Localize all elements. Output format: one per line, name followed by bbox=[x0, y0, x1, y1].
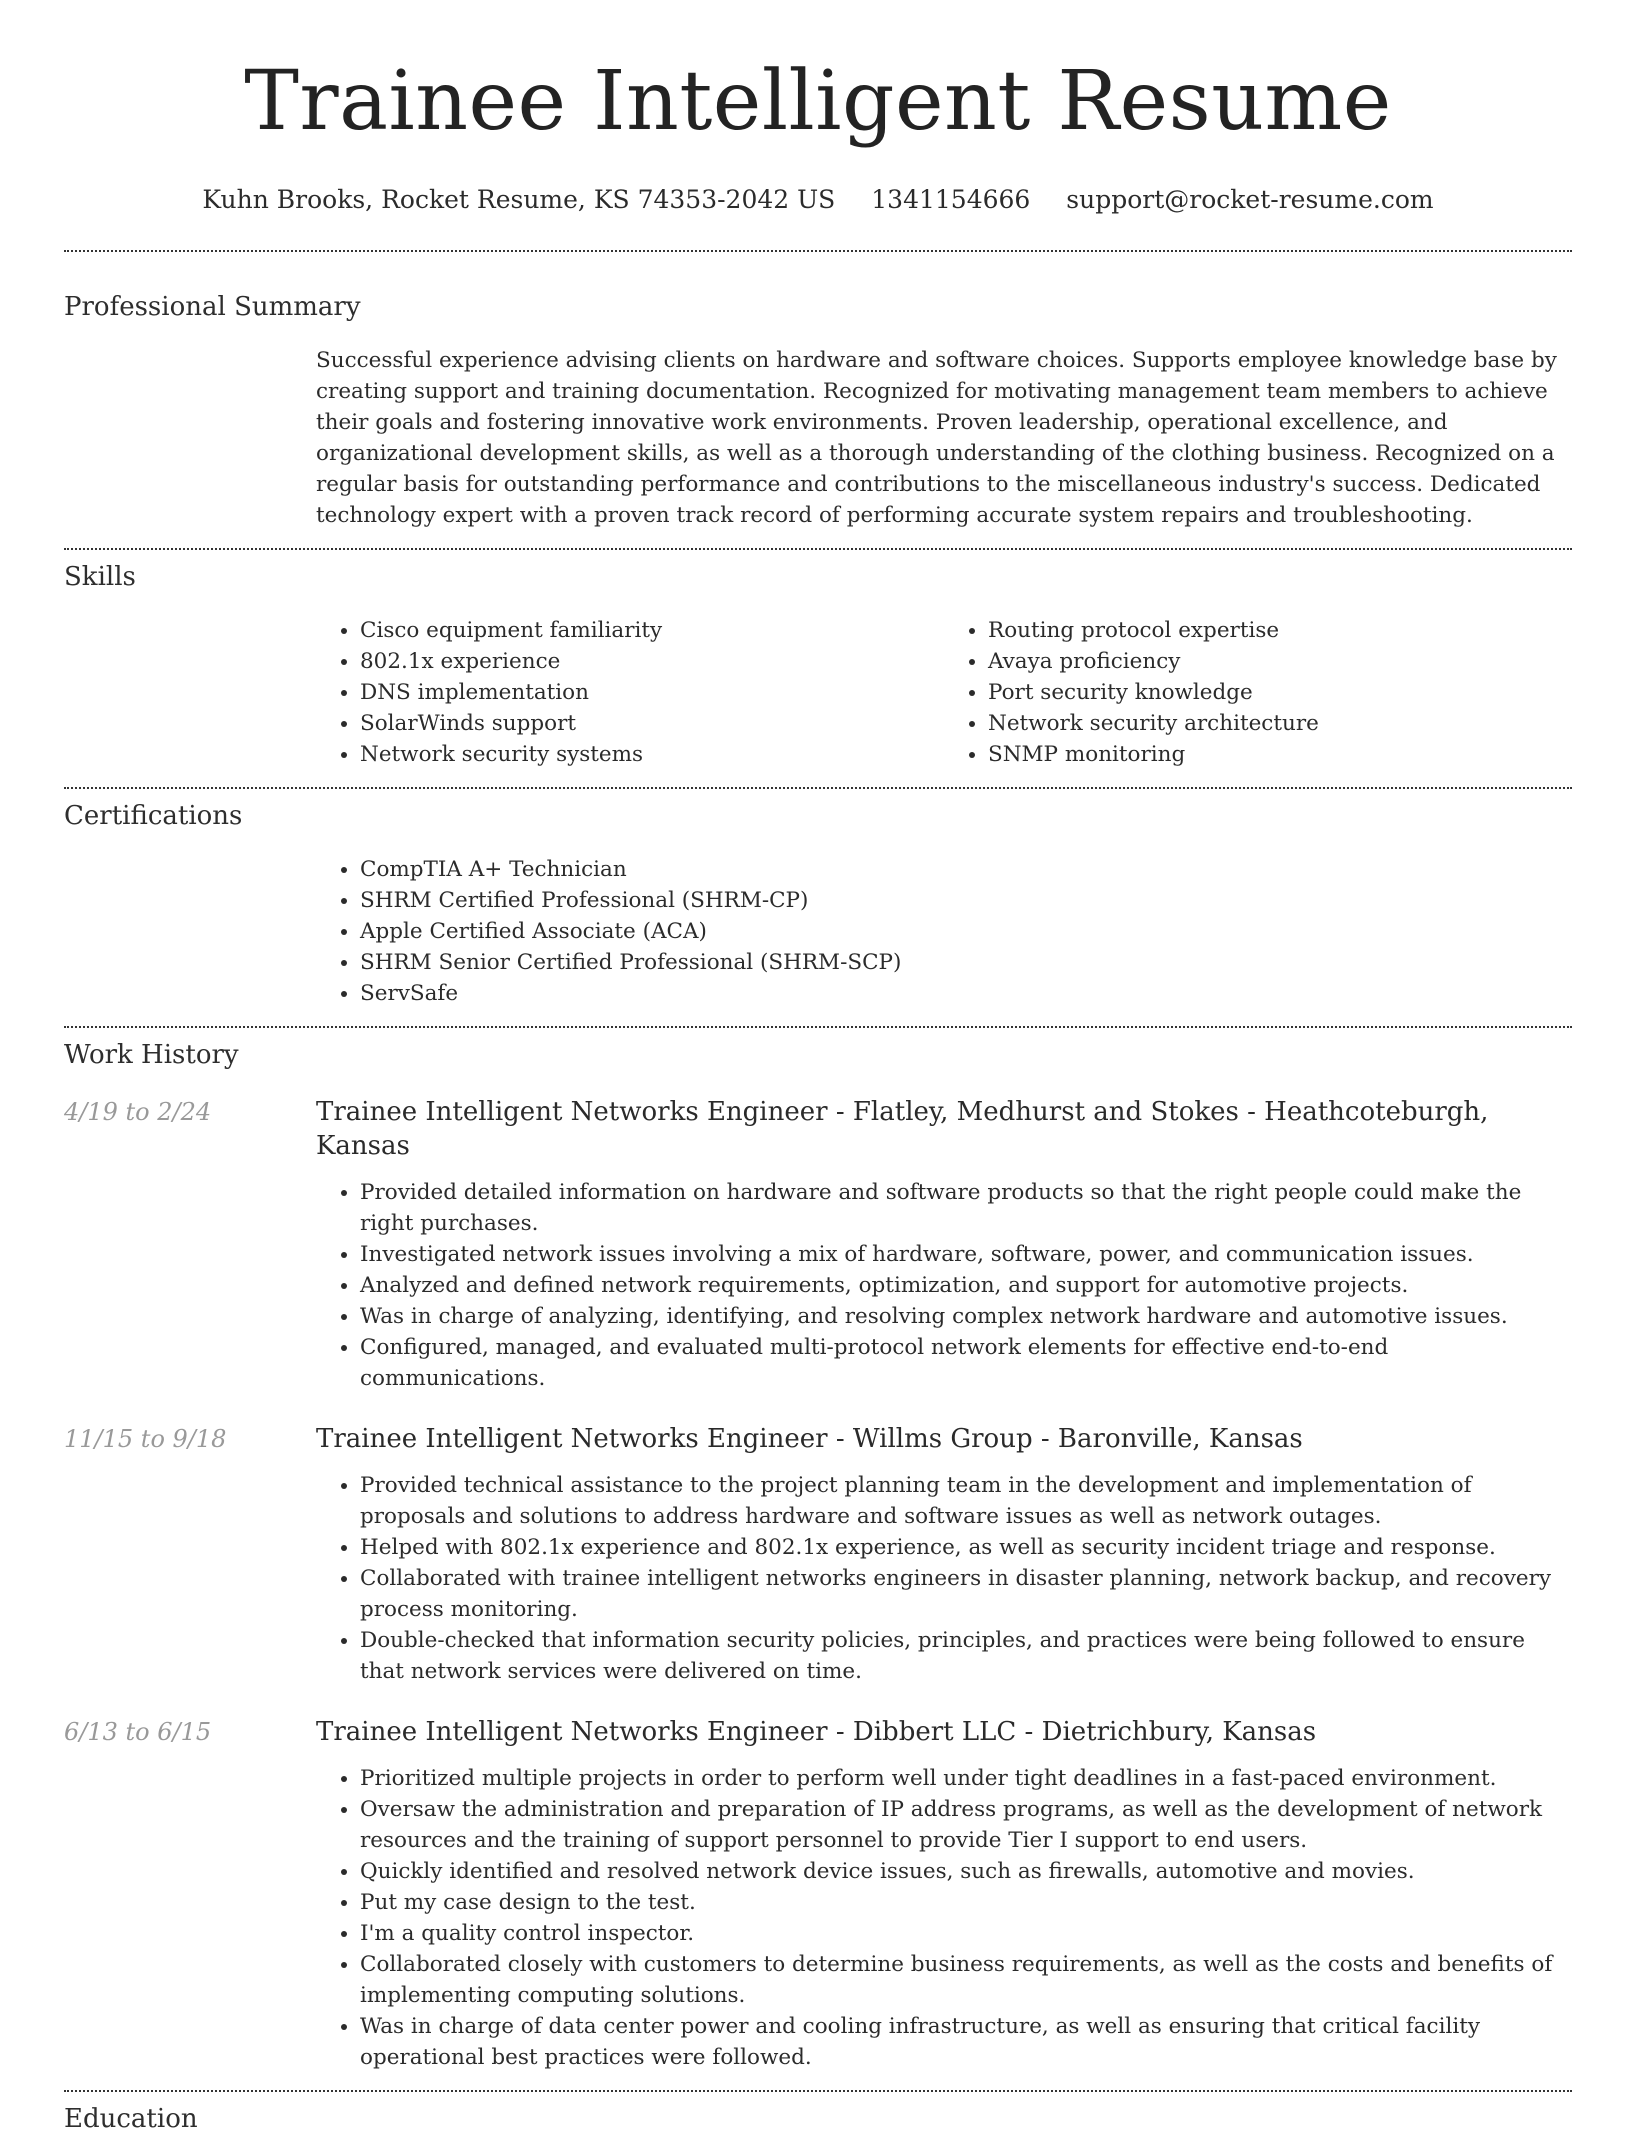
job-bullet: • Provided detailed information on hardware and software products so that the right people could make the right purchases. bbox=[360, 1177, 1572, 1239]
job-entry bbox=[64, 1715, 1572, 2073]
job-bullets bbox=[316, 1470, 1572, 1687]
job-bullet: • Configured, managed, and evaluated multi-protocol network elements for effective end-to-end communications. bbox=[360, 1332, 1572, 1394]
job-title: Trainee Intelligent Networks Engineer - Willms Group - Baronville, Kansas bbox=[316, 1424, 1303, 1454]
job-title: Trainee Intelligent Networks Engineer - Flatley, Medhurst and Stokes - Heathcoteburgh, Kansas bbox=[316, 1097, 1489, 1161]
job-bullet: • Quickly identified and resolved network device issues, such as firewalls, automotive and movies. bbox=[360, 1856, 1572, 1887]
skill-item: • Avaya proficiency bbox=[988, 646, 1572, 677]
job-bullet: • Analyzed and defined network requirements, optimization, and support for automotive projects. bbox=[360, 1270, 1572, 1301]
contact-line bbox=[64, 184, 1572, 216]
contact-address: Kuhn Brooks, Rocket Resume, KS 74353-2042 US bbox=[202, 185, 836, 214]
section-divider bbox=[64, 250, 1572, 252]
job-bullet: • Put my case design to the test. bbox=[360, 1887, 1572, 1918]
job-bullet: • Helped with 802.1x experience and 802.1x experience, as well as security incident triage and response. bbox=[360, 1532, 1572, 1563]
resume-page bbox=[64, 0, 1572, 2135]
certification-item: • Apple Certified Associate (ACA) bbox=[360, 916, 1572, 947]
skill-item: • Routing protocol expertise bbox=[988, 615, 1572, 646]
job-bullet: • Double-checked that information security policies, principles, and practices were being followed to ensure that network services were delivered on time. bbox=[360, 1625, 1572, 1687]
job-dates: 4/19 to 2/24 bbox=[64, 1098, 212, 1126]
job-entry bbox=[64, 1095, 1572, 1394]
job-bullet: • Was in charge of analyzing, identifying, and resolving complex network hardware and automotive issues. bbox=[360, 1301, 1572, 1332]
job-bullets bbox=[316, 1763, 1572, 2073]
certifications-section bbox=[64, 800, 1572, 1009]
job-bullet: • Collaborated closely with customers to determine business requirements, as well as the costs and benefits of implementing computing solutions. bbox=[360, 1949, 1572, 2011]
skill-item: • DNS implementation bbox=[360, 677, 944, 708]
certification-item: • CompTIA A+ Technician bbox=[360, 854, 1572, 885]
skill-item: • SNMP monitoring bbox=[988, 739, 1572, 770]
skill-item: • 802.1x experience bbox=[360, 646, 944, 677]
summary-text: Successful experience advising clients on hardware and software choices. Supports employee knowledge base by creating support and training documentation. Recognized for motivating management team members to achieve their goals and fostering innovative work environments. Proven leadership, operational excellence, and organizational development skills, as well as a thorough understanding of the clothing business. Recognized on a regular basis for outstanding performance and contributions to the miscellaneous industry's success. Dedicated technology expert with a proven track record of performing accurate system repairs and troubleshooting. bbox=[316, 348, 1557, 528]
skills-column-left bbox=[316, 615, 944, 770]
section-divider bbox=[64, 1026, 1572, 1028]
section-title-certifications: Certifications bbox=[64, 801, 243, 831]
job-bullet: • Was in charge of data center power and cooling infrastructure, as well as ensuring that critical facility operational best practices were followed. bbox=[360, 2011, 1572, 2073]
section-divider bbox=[64, 548, 1572, 550]
skills-list bbox=[316, 615, 1572, 770]
skill-item: • Port security knowledge bbox=[988, 677, 1572, 708]
section-divider bbox=[64, 2090, 1572, 2092]
section-title-work-history: Work History bbox=[64, 1040, 239, 1070]
certifications-content bbox=[316, 854, 1572, 1009]
skill-item: • SolarWinds support bbox=[360, 708, 944, 739]
contact-email[interactable]: support@rocket-resume.com bbox=[1066, 185, 1434, 214]
section-title-summary: Professional Summary bbox=[64, 292, 361, 322]
section-title-skills: Skills bbox=[64, 562, 136, 592]
job-bullet: • Prioritized multiple projects in order to perform well under tight deadlines in a fast-paced environment. bbox=[360, 1763, 1572, 1794]
contact-phone: 1341154666 bbox=[871, 185, 1031, 214]
skill-item: • Network security systems bbox=[360, 739, 944, 770]
section-title-education: Education bbox=[64, 2104, 198, 2134]
job-dates: 6/13 to 6/15 bbox=[64, 1718, 212, 1746]
skills-column-right bbox=[944, 615, 1572, 770]
job-bullet: • Investigated network issues involving a mix of hardware, software, power, and communication issues. bbox=[360, 1239, 1572, 1270]
job-dates: 11/15 to 9/18 bbox=[64, 1425, 227, 1453]
skill-item: • Network security architecture bbox=[988, 708, 1572, 739]
certification-item: • SHRM Certified Professional (SHRM-CP) bbox=[360, 885, 1572, 916]
certifications-list bbox=[316, 854, 1572, 1009]
job-bullet: • Collaborated with trainee intelligent networks engineers in disaster planning, network backup, and recovery process monitoring. bbox=[360, 1563, 1572, 1625]
section-divider bbox=[64, 787, 1572, 789]
summary-section bbox=[64, 291, 1572, 531]
job-bullet: • I'm a quality control inspector. bbox=[360, 1918, 1572, 1949]
skill-item: • Cisco equipment familiarity bbox=[360, 615, 944, 646]
job-bullets bbox=[316, 1177, 1572, 1394]
job-entry bbox=[64, 1422, 1572, 1687]
certification-item: • ServSafe bbox=[360, 978, 1572, 1009]
skills-section bbox=[64, 561, 1572, 770]
education-section bbox=[64, 2103, 1572, 2135]
job-title: Trainee Intelligent Networks Engineer - Dibbert LLC - Dietrichbury, Kansas bbox=[316, 1717, 1317, 1747]
work-history-section bbox=[64, 1039, 1572, 2073]
job-bullet: • Oversaw the administration and preparation of IP address programs, as well as the development of network resources and the training of support personnel to provide Tier I support to end users. bbox=[360, 1794, 1572, 1856]
job-bullet: • Provided technical assistance to the project planning team in the development and implementation of proposals and solutions to address hardware and software issues as well as network outages. bbox=[360, 1470, 1572, 1532]
certification-item: • SHRM Senior Certified Professional (SHRM-SCP) bbox=[360, 947, 1572, 978]
resume-name: Trainee Intelligent Resume bbox=[244, 54, 1392, 149]
summary-content bbox=[316, 345, 1572, 531]
